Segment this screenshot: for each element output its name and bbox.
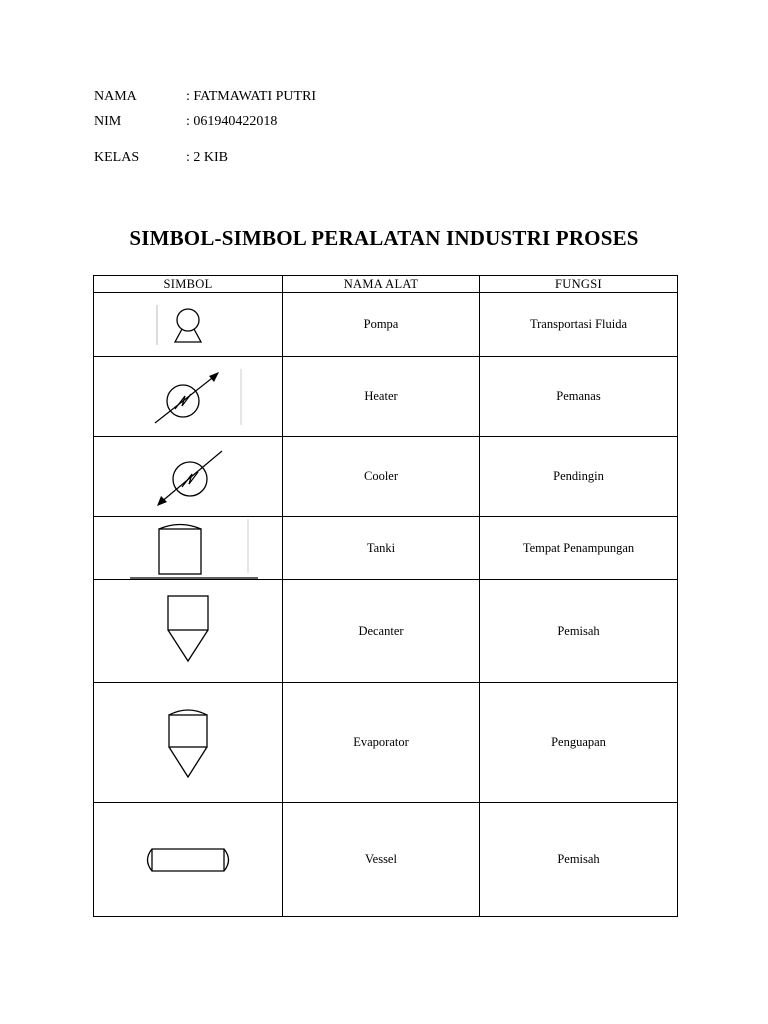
class-value: : 2 KIB <box>186 150 228 165</box>
symbol-cell <box>94 683 283 803</box>
symbol-cell <box>94 580 283 683</box>
tool-name: Decanter <box>283 580 480 683</box>
symbol-cell <box>94 293 283 357</box>
cooler-icon <box>138 445 238 509</box>
table-row <box>94 437 678 517</box>
tool-name: Vessel <box>283 803 480 917</box>
header-function: FUNGSI <box>480 276 678 293</box>
heater-icon <box>133 365 243 429</box>
tool-function: Pendingin <box>480 437 678 517</box>
table-header-row <box>94 276 678 293</box>
header-symbol: SIMBOL <box>94 276 283 293</box>
table-row <box>94 803 678 917</box>
tool-name: Cooler <box>283 437 480 517</box>
evaporator-icon <box>153 701 223 785</box>
decanter-icon <box>153 591 223 671</box>
tool-name: Pompa <box>283 293 480 357</box>
nim-label: NIM <box>94 114 122 129</box>
table-row <box>94 357 678 437</box>
tool-function: Pemanas <box>480 357 678 437</box>
tool-function: Tempat Penampungan <box>480 517 678 580</box>
tool-name: Heater <box>283 357 480 437</box>
symbol-cell <box>94 803 283 917</box>
symbol-cell <box>94 357 283 437</box>
tool-function: Penguapan <box>480 683 678 803</box>
equipment-table <box>93 275 678 917</box>
tool-name: Evaporator <box>283 683 480 803</box>
tool-function: Pemisah <box>480 803 678 917</box>
vessel-icon <box>138 844 238 876</box>
table-row <box>94 293 678 357</box>
tool-function: Transportasi Fluida <box>480 293 678 357</box>
tank-icon <box>118 517 258 579</box>
class-label: KELAS <box>94 150 140 165</box>
tool-function: Pemisah <box>480 580 678 683</box>
nim-value: : 061940422018 <box>186 114 278 129</box>
symbol-cell <box>94 437 283 517</box>
table-row <box>94 580 678 683</box>
tool-name: Tanki <box>283 517 480 580</box>
table-row <box>94 517 678 580</box>
pump-icon <box>153 300 223 350</box>
page-title: SIMBOL-SIMBOL PERALATAN INDUSTRI PROSES <box>129 226 639 250</box>
table-row <box>94 683 678 803</box>
header-name: NAMA ALAT <box>283 276 480 293</box>
name-label: NAMA <box>94 89 137 104</box>
symbol-cell <box>94 517 283 580</box>
name-value: : FATMAWATI PUTRI <box>186 89 317 104</box>
